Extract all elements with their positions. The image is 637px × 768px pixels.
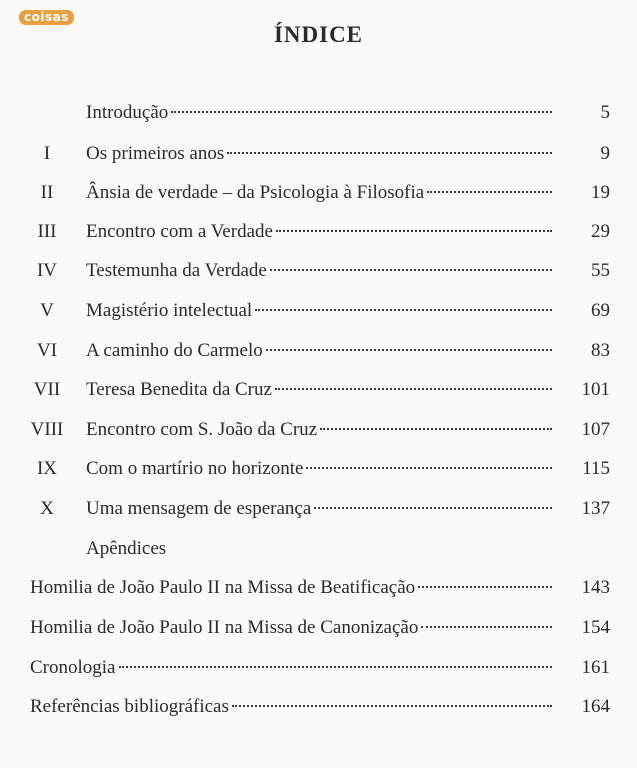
dot-leader bbox=[171, 111, 552, 113]
page-number: 164 bbox=[581, 696, 610, 717]
chapter-title: Testemunha da Verdade bbox=[86, 260, 267, 281]
chapter-number: II bbox=[40, 182, 54, 203]
dot-leader bbox=[421, 626, 552, 628]
chapter-title: Encontro com S. João da Cruz bbox=[86, 419, 318, 440]
toc-row bbox=[0, 338, 637, 364]
dot-leader bbox=[427, 191, 552, 193]
toc-entry bbox=[86, 456, 555, 482]
chapter-number: IX bbox=[36, 458, 58, 479]
chapter-title: Teresa Benedita da Cruz bbox=[86, 379, 272, 400]
page-number: 5 bbox=[600, 102, 610, 123]
page-number: 19 bbox=[591, 182, 610, 203]
toc-entry bbox=[86, 180, 555, 206]
toc-row bbox=[0, 377, 637, 403]
toc-row bbox=[0, 258, 637, 284]
toc-row bbox=[0, 496, 637, 522]
dot-leader bbox=[227, 152, 552, 154]
dot-leader bbox=[306, 467, 552, 469]
toc-entry bbox=[86, 258, 555, 284]
page-number: 107 bbox=[581, 419, 610, 440]
toc-row bbox=[0, 180, 637, 206]
page-number: 115 bbox=[582, 458, 610, 479]
toc-row bbox=[0, 417, 637, 443]
page-number: 29 bbox=[591, 221, 610, 242]
appendix-heading: Apêndices bbox=[86, 538, 167, 559]
appendix-title: Referências bibliográficas bbox=[30, 696, 229, 717]
toc-entry bbox=[86, 496, 555, 522]
toc-entry bbox=[86, 100, 555, 126]
toc-row bbox=[0, 219, 637, 245]
dot-leader bbox=[275, 388, 552, 390]
dot-leader bbox=[266, 349, 552, 351]
toc-entry bbox=[86, 298, 555, 324]
toc-entry bbox=[30, 575, 555, 601]
dot-leader bbox=[320, 428, 552, 430]
toc-row bbox=[0, 655, 637, 681]
chapter-title: Uma mensagem de esperança bbox=[86, 498, 312, 519]
chapter-title: Introdução bbox=[86, 102, 169, 123]
page-number: 137 bbox=[581, 498, 610, 519]
dot-leader bbox=[314, 507, 552, 509]
page-title: ÍNDICE bbox=[273, 22, 364, 47]
chapter-number: VII bbox=[33, 379, 61, 400]
chapter-number: IV bbox=[36, 260, 58, 281]
page-number: 143 bbox=[581, 577, 610, 598]
page-number: 55 bbox=[591, 260, 610, 281]
appendix-title: Homilia de João Paulo II na Missa de Canonização bbox=[30, 617, 419, 638]
dot-leader bbox=[119, 666, 553, 668]
chapter-number: VI bbox=[36, 340, 58, 361]
page-number: 83 bbox=[591, 340, 610, 361]
toc-row bbox=[0, 575, 637, 601]
chapter-number: V bbox=[40, 300, 54, 321]
chapter-title: A caminho do Carmelo bbox=[86, 340, 263, 361]
dot-leader bbox=[276, 230, 552, 232]
toc-row bbox=[0, 694, 637, 720]
watermark-logo: coisas bbox=[19, 10, 74, 25]
toc-row bbox=[0, 100, 637, 126]
page-number: 101 bbox=[581, 379, 610, 400]
dot-leader bbox=[232, 705, 552, 707]
toc-entry bbox=[30, 615, 555, 641]
dot-leader bbox=[418, 586, 552, 588]
appendix-title: Homilia de João Paulo II na Missa de Beatificação bbox=[30, 577, 416, 598]
toc-entry bbox=[30, 655, 555, 681]
chapter-title: Ânsia de verdade – da Psicologia à Filosofia bbox=[86, 182, 425, 203]
page-number: 69 bbox=[591, 300, 610, 321]
page-number: 161 bbox=[581, 657, 610, 678]
chapter-number: III bbox=[37, 221, 57, 242]
toc-entry bbox=[86, 377, 555, 403]
toc-entry bbox=[30, 694, 555, 720]
dot-leader bbox=[255, 309, 552, 311]
chapter-number: I bbox=[43, 143, 51, 164]
toc-row bbox=[0, 615, 637, 641]
chapter-title: Magistério intelectual bbox=[86, 300, 253, 321]
chapter-number: VIII bbox=[30, 419, 64, 440]
page-number: 154 bbox=[581, 617, 610, 638]
appendix-title: Cronologia bbox=[30, 657, 116, 678]
toc-row bbox=[0, 141, 637, 167]
dot-leader bbox=[270, 269, 552, 271]
chapter-title: Com o martírio no horizonte bbox=[86, 458, 304, 479]
page-number: 9 bbox=[600, 143, 610, 164]
toc-entry bbox=[86, 417, 555, 443]
toc-row bbox=[0, 298, 637, 324]
chapter-title: Os primeiros anos bbox=[86, 143, 225, 164]
toc-entry bbox=[86, 338, 555, 364]
chapter-title: Encontro com a Verdade bbox=[86, 221, 273, 242]
toc-entry bbox=[86, 219, 555, 245]
chapter-number: X bbox=[40, 498, 54, 519]
toc-entry bbox=[86, 141, 555, 167]
toc-row bbox=[0, 456, 637, 482]
